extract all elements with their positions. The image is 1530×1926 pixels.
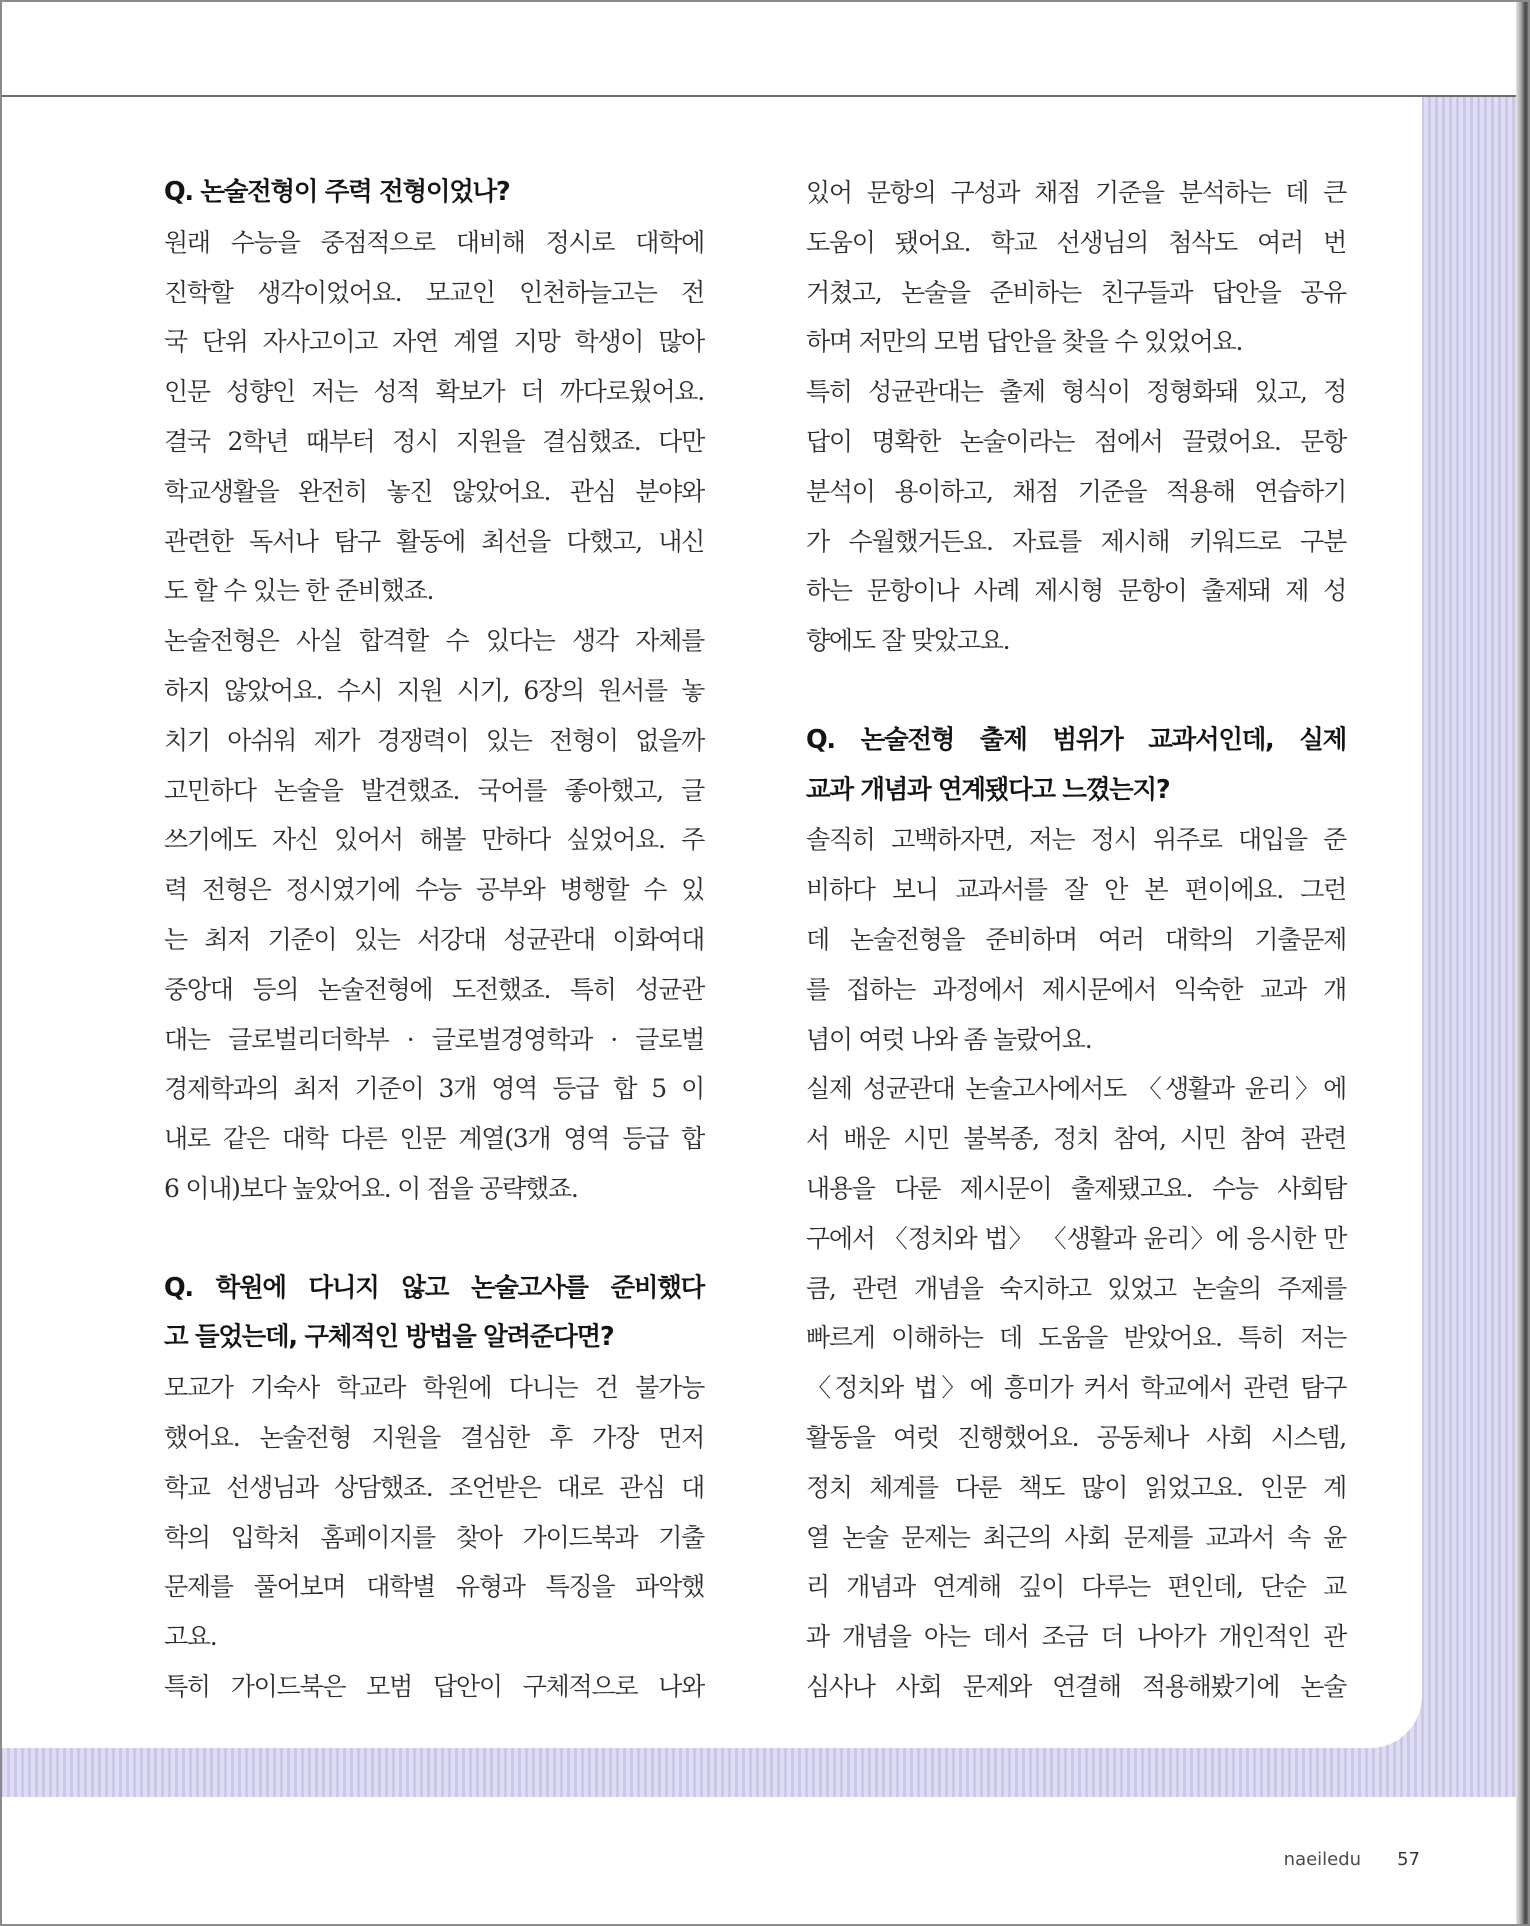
- body-line: 진학할 생각이었어요. 모교인 인천하늘고는 전: [164, 277, 704, 307]
- question-line: Q. 학원에 다니지 않고 논술고사를 준비했다: [164, 1272, 704, 1303]
- body-line: 과 개념을 아는 데서 조금 더 나아가 개인적인 관: [806, 1622, 1346, 1652]
- section-gap: [164, 1214, 704, 1264]
- body-line: 국 단위 자사고이고 자연 계열 지망 학생이 많아: [164, 327, 704, 357]
- body-line: 하는 문항이나 사례 제시형 문항이 출제돼 제 성: [806, 576, 1346, 606]
- page-number: 57: [1397, 1849, 1420, 1870]
- body-line: 경제학과의 최저 기준이 3개 영역 등급 합 5 이: [164, 1074, 704, 1104]
- folio: [1284, 1849, 1420, 1870]
- body-line: 특히 가이드북은 모범 답안이 구체적으로 나와: [164, 1671, 704, 1701]
- body-line: 대는 글로벌리더학부 · 글로벌경영학과 · 글로벌: [164, 1024, 704, 1054]
- body-line: 원래 수능을 중점적으로 대비해 정시로 대학에: [164, 227, 704, 257]
- body-line: 도 할 수 있는 한 준비했죠.: [164, 576, 434, 606]
- body-line: 고민하다 논술을 발견했죠. 국어를 좋아했고, 글: [164, 775, 704, 805]
- body-line: 하지 않았어요. 수시 지원 시기, 6장의 원서를 놓: [164, 675, 704, 705]
- body-line: 〈정치와 법〉에 흥미가 커서 학교에서 관련 탐구: [806, 1373, 1346, 1403]
- body-line: 리 개념과 연계해 깊이 다루는 편인데, 단순 교: [806, 1572, 1346, 1602]
- body-line: 모교가 기숙사 학교라 학원에 다니는 건 불가능: [164, 1373, 704, 1403]
- body-line: 쓰기에도 자신 있어서 해볼 만하다 싶었어요. 주: [164, 825, 704, 855]
- answer-paragraph: [806, 168, 1346, 367]
- body-line: 인문 성향인 저는 성적 확보가 더 까다로웠어요.: [164, 377, 704, 407]
- body-line: 활동을 여럿 진행했어요. 공동체나 사회 시스템,: [806, 1422, 1346, 1452]
- body-line: 향에도 잘 맞았고요.: [806, 626, 1010, 656]
- question-heading: [164, 168, 704, 218]
- body-line: 관련한 독서나 탐구 활동에 최선을 다했고, 내신: [164, 526, 704, 556]
- body-line: 내용을 다룬 제시문이 출제됐고요. 수능 사회탐: [806, 1173, 1346, 1203]
- body-line: 실제 성균관대 논술고사에서도 〈생활과 윤리〉에: [806, 1074, 1346, 1104]
- page-edge-shadow: [1516, 0, 1530, 1926]
- body-line: 정치 체계를 다룬 책도 많이 읽었고요. 인문 계: [806, 1472, 1346, 1502]
- body-line: 학의 입학처 홈페이지를 찾아 가이드북과 기출: [164, 1522, 704, 1552]
- question-line: Q. 논술전형이 주력 전형이었나?: [164, 177, 510, 207]
- body-line: 큼, 관련 개념을 숙지하고 있었고 논술의 주제를: [806, 1273, 1346, 1303]
- body-line: 문제를 풀어보며 대학별 유형과 특징을 파악했: [164, 1572, 704, 1602]
- body-line: 비하다 보니 교과서를 잘 안 본 편이에요. 그런: [806, 875, 1346, 905]
- right-column: [806, 168, 1346, 1712]
- answer-paragraph: [806, 1064, 1346, 1711]
- answer-paragraph: [806, 815, 1346, 1064]
- body-line: 6 이내)보다 높았어요. 이 점을 공략했죠.: [164, 1173, 578, 1203]
- answer-paragraph: [164, 1363, 704, 1662]
- body-line: 고요.: [164, 1622, 217, 1652]
- body-line: 결국 2학년 때부터 정시 지원을 결심했죠. 다만: [164, 426, 704, 456]
- body-line: 거쳤고, 논술을 준비하는 친구들과 답안을 공유: [806, 277, 1346, 307]
- body-line: 치기 아쉬워 제가 경쟁력이 있는 전형이 없을까: [164, 725, 704, 755]
- body-line: 력 전형은 정시였기에 수능 공부와 병행할 수 있: [164, 875, 704, 905]
- answer-paragraph: [164, 1662, 704, 1712]
- answer-paragraph: [164, 616, 704, 1214]
- answer-paragraph: [806, 367, 1346, 666]
- body-line: 열 논술 문제는 최근의 사회 문제를 교과서 속 윤: [806, 1522, 1346, 1552]
- question-heading: [164, 1264, 704, 1364]
- body-line: 서 배운 시민 불복종, 정치 참여, 시민 참여 관련: [806, 1124, 1346, 1154]
- body-line: 빠르게 이해하는 데 도움을 받았어요. 특히 저는: [806, 1323, 1346, 1353]
- body-line: 가 수월했거든요. 자료를 제시해 키워드로 구분: [806, 526, 1346, 556]
- body-line: 는 최저 기준이 있는 서강대 성균관대 이화여대: [164, 924, 704, 954]
- body-line: 를 접하는 과정에서 제시문에서 익숙한 교과 개: [806, 974, 1346, 1004]
- body-line: 내로 같은 대학 다른 인문 계열(3개 영역 등급 합: [164, 1124, 704, 1154]
- body-line: 데 논술전형을 준비하며 여러 대학의 기출문제: [806, 924, 1346, 954]
- body-line: 논술전형은 사실 합격할 수 있다는 생각 자체를: [164, 626, 704, 656]
- question-line: 교과 개념과 연계됐다고 느꼈는지?: [806, 774, 1170, 805]
- question-line: 고 들었는데, 구체적인 방법을 알려준다면?: [164, 1322, 614, 1353]
- body-line: 심사나 사회 문제와 연결해 적용해봤기에 논술: [806, 1671, 1346, 1701]
- body-line: 념이 여럿 나와 좀 놀랐어요.: [806, 1024, 1092, 1054]
- question-line: Q. 논술전형 출제 범위가 교과서인데, 실제: [806, 724, 1346, 755]
- section-gap: [806, 666, 1346, 716]
- body-line: 하며 저만의 모범 답안을 찾을 수 있었어요.: [806, 327, 1243, 357]
- body-line: 분석이 용이하고, 채점 기준을 적용해 연습하기: [806, 476, 1346, 506]
- body-line: 학교 선생님과 상담했죠. 조언받은 대로 관심 대: [164, 1472, 704, 1502]
- left-column: [164, 168, 704, 1712]
- body-line: 있어 문항의 구성과 채점 기준을 분석하는 데 큰: [806, 178, 1346, 207]
- question-heading: [806, 716, 1346, 816]
- body-line: 학교생활을 완전히 놓진 않았어요. 관심 분야와: [164, 476, 704, 506]
- top-rule: [0, 95, 1516, 97]
- body-line: 구에서 〈정치와 법〉 〈생활과 윤리〉에 응시한 만: [806, 1223, 1346, 1253]
- body-line: 중앙대 등의 논술전형에 도전했죠. 특히 성균관: [164, 974, 704, 1004]
- answer-paragraph: [164, 218, 704, 616]
- body-line: 도움이 됐어요. 학교 선생님의 첨삭도 여러 번: [806, 227, 1346, 257]
- body-line: 특히 성균관대는 출제 형식이 정형화돼 있고, 정: [806, 377, 1346, 407]
- body-line: 답이 명확한 논술이라는 점에서 끌렸어요. 문항: [806, 426, 1346, 456]
- body-line: 솔직히 고백하자면, 저는 정시 위주로 대입을 준: [806, 825, 1346, 855]
- magazine-name: naeiledu: [1283, 1849, 1362, 1870]
- body-line: 했어요. 논술전형 지원을 결심한 후 가장 먼저: [164, 1422, 704, 1452]
